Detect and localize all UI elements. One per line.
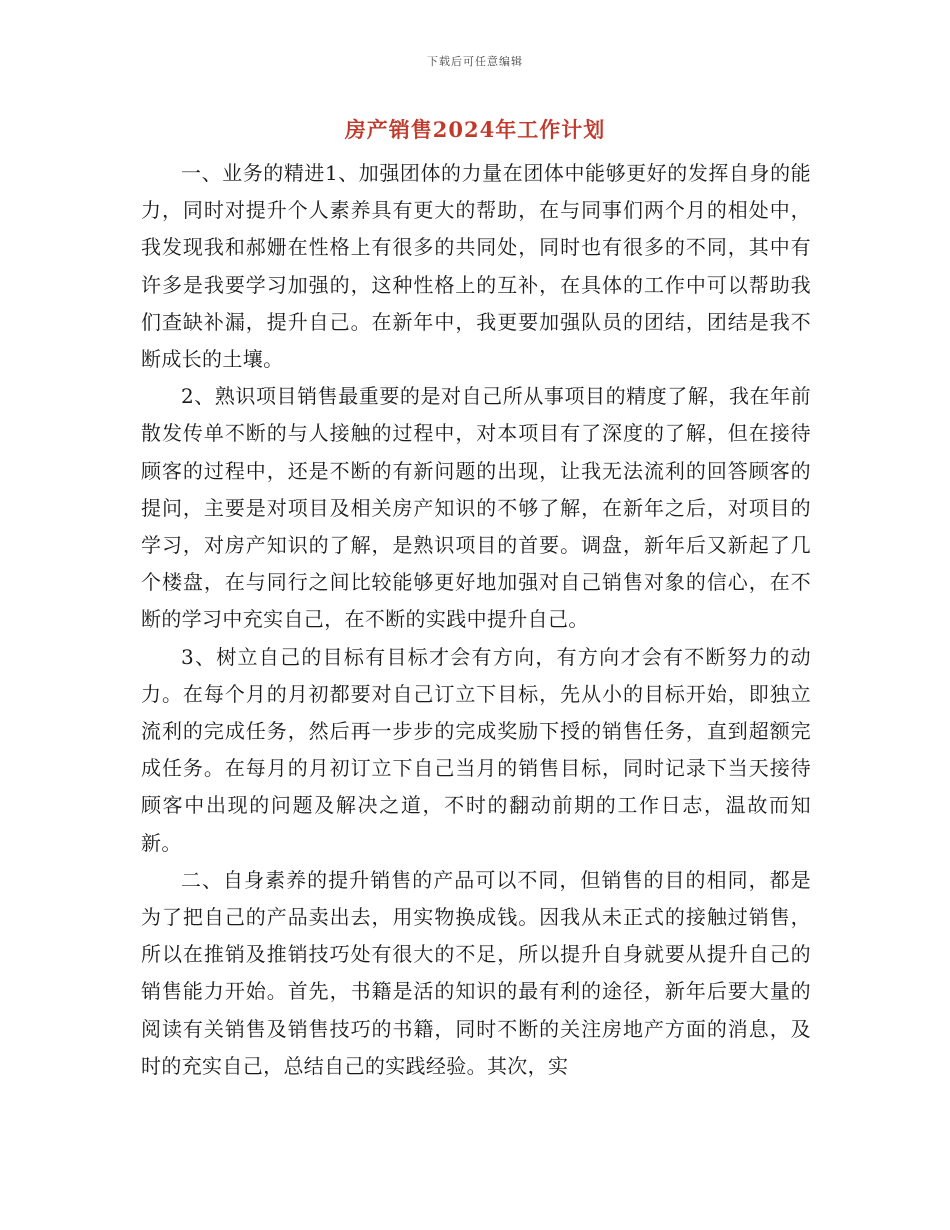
document-body (141, 155, 811, 1085)
paragraph-self-improvement: 二、自身素养的提升销售的产品可以不同，但销售的目的相同，都是为了把自己的产品卖出去，用实物换成钱。因我从未正式的接触过销售，所以在推销及推销技巧处有很大的不足，所以提升自身就要从提升自己的销售能力开始。首先，书籍是活的知识的最有利的途径，新年后要大量的阅读有关销售及销售技巧的书籍，同时不断的关注房地产方面的消息，及时的充实自己，总结自己的实践经验。其次，实 (141, 867, 811, 1078)
paragraph-project-knowledge: 2、熟识项目销售最重要的是对自己所从事项目的精度了解，我在年前散发传单不断的与人接触的过程中，对本项目有了深度的了解，但在接待顾客的过程中，还是不断的有新问题的出现，让我无法流利的回答顾客的提问，主要是对项目及相关房产知识的不够了解，在新年之后，对项目的学习，对房产知识的了解，是熟识项目的首要。调盘，新年后又新起了几个楼盘，在与同行之间比较能够更好地加强对自己销售对象的信心，在不断的学习中充实自己，在不断的实践中提升自己。 (141, 384, 811, 632)
paragraph-business-teamwork: 一、业务的精进1、加强团体的力量在团体中能够更好的发挥自身的能力，同时对提升个人素养具有更大的帮助，在与同事们两个月的相处中，我发现我和郝姗在性格上有很多的共同处，同时也有很多的不同，其中有许多是我要学习加强的，这种性格上的互补，在具体的工作中可以帮助我们查缺补漏，提升自己。在新年中，我更要加强队员的团结，团结是我不断成长的土壤。 (141, 161, 811, 372)
document-title: 房产销售2024年工作计划 (344, 117, 606, 142)
paragraph-goal-setting: 3、树立自己的目标有目标才会有方向，有方向才会有不断努力的动力。在每个月的月初都要对自己订立下目标，先从小的目标开始，即独立流利的完成任务，然后再一步步的完成奖励下授的销售任务，直到超额完成任务。在每月的月初订立下自己当月的销售目标，同时记录下当天接待顾客中出现的问题及解决之道，不时的翻动前期的工作日志，温故而知新。 (141, 644, 811, 855)
header-note: 下载后可任意编辑 (427, 55, 523, 68)
